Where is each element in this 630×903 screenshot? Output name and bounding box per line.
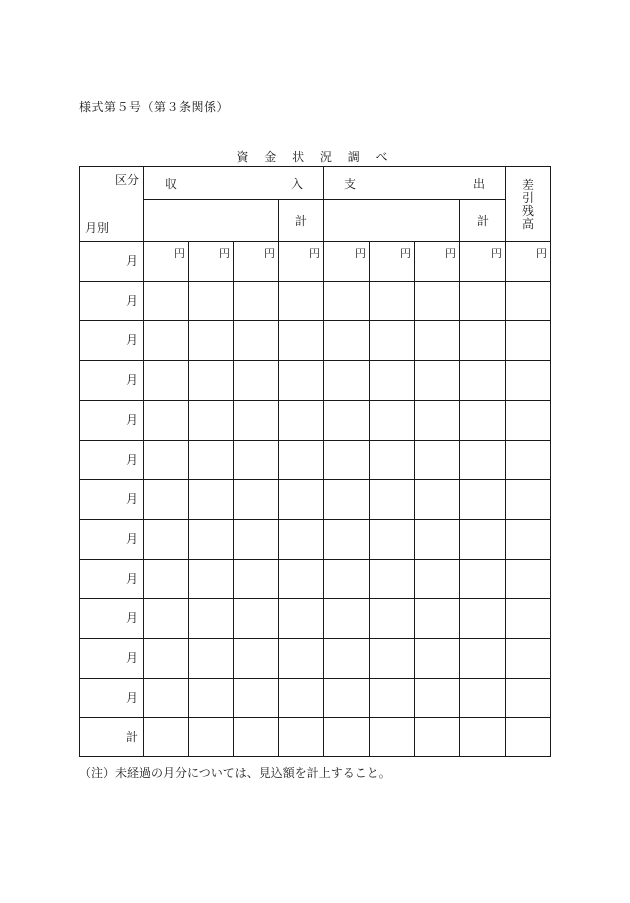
header-balance-char: 高 [521, 217, 534, 231]
header-balance-char: 残 [521, 204, 534, 218]
header-getsubetsu: 月別 [85, 221, 110, 235]
yen-unit-label: 円 [400, 247, 411, 260]
row-label-total: 計 [126, 730, 139, 744]
header-kubun: 区分 [115, 173, 140, 187]
form-number: 様式第５号（第３条関係） [79, 100, 230, 114]
yen-unit-label: 円 [264, 247, 275, 260]
row-label-month: 月 [126, 294, 139, 308]
row-label-month: 月 [126, 572, 139, 586]
row-label-month: 月 [126, 373, 139, 387]
header-expense-right: 出 [473, 177, 486, 191]
row-label-month: 月 [126, 333, 139, 347]
yen-unit-label: 円 [445, 247, 456, 260]
funds-status-table [79, 166, 551, 757]
header-balance-char: 差 [521, 178, 534, 192]
row-label-month: 月 [126, 453, 139, 467]
form-title: 資 金 状 況 調 べ [236, 150, 394, 164]
yen-unit-label: 円 [174, 247, 185, 260]
header-balance-char: 引 [521, 191, 534, 205]
yen-unit-label: 円 [355, 247, 366, 260]
yen-unit-label: 円 [309, 247, 320, 260]
header-expense-left: 支 [344, 177, 357, 191]
row-label-month: 月 [126, 254, 139, 268]
yen-unit-label: 円 [536, 247, 547, 260]
row-label-month: 月 [126, 611, 139, 625]
yen-unit-label: 円 [491, 247, 502, 260]
footnote: （注）未経過の月分については、見込額を計上すること。 [79, 766, 391, 780]
header-balance [521, 179, 535, 231]
row-label-month: 月 [126, 532, 139, 546]
row-label-month: 月 [126, 492, 139, 506]
header-expense-total: 計 [477, 214, 490, 228]
header-income-right: 入 [291, 177, 304, 191]
header-income-left: 収 [165, 177, 178, 191]
yen-unit-label: 円 [219, 247, 230, 260]
header-income-total: 計 [295, 214, 308, 228]
row-label-month: 月 [126, 413, 139, 427]
row-label-month: 月 [126, 691, 139, 705]
row-label-month: 月 [126, 651, 139, 665]
